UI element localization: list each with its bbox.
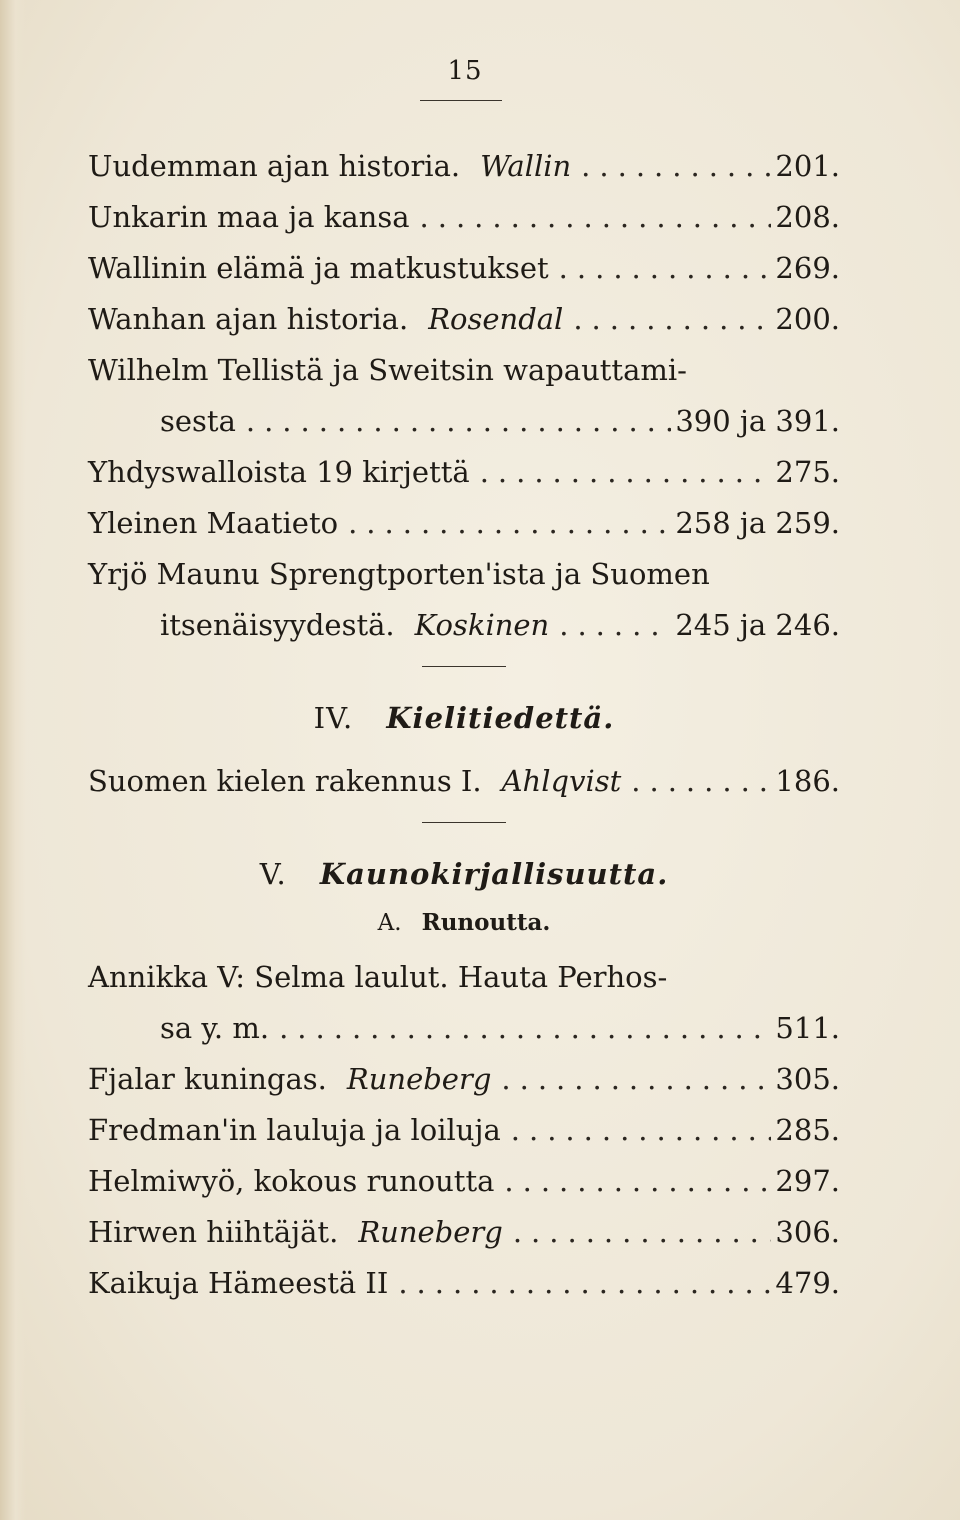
section-number: V. (259, 857, 287, 891)
entry-title: Suomen kielen rakennus I. (88, 764, 482, 798)
index-entries (88, 132, 840, 1300)
dot-leader (416, 200, 772, 234)
dot-leader (500, 1164, 771, 1198)
dot-leader (476, 455, 772, 489)
page-number-rule (420, 100, 502, 101)
entry-row (88, 132, 840, 183)
entry-title: Unkarin maa ja kansa (88, 200, 410, 234)
entry-row (88, 1096, 840, 1147)
entry-title: Helmiwyö, kokous runoutta (88, 1164, 495, 1198)
dot-leader (577, 149, 771, 183)
entry-author: Rosendal (428, 302, 564, 336)
entry-pages: 479. (775, 1266, 840, 1300)
entry-pages: 186. (775, 764, 840, 798)
dot-leader (555, 608, 671, 642)
entry-row (88, 285, 840, 336)
section-number: IV. (313, 701, 354, 735)
entry-pages: 269. (775, 251, 840, 285)
entry-title: Annikka V: Selma laulut. Hauta Perhos- (88, 960, 668, 994)
entry-title: Kaikuja Hämeestä II (88, 1266, 389, 1300)
entry-pages: 297. (775, 1164, 840, 1198)
entry-pages: 201. (775, 149, 840, 183)
page-edge (0, 0, 26, 1520)
entry-author: Runeberg (346, 1062, 492, 1096)
entry-row-continued (88, 994, 840, 1045)
entry-title: Yhdyswalloista 19 kirjettä (88, 455, 470, 489)
entry-title: sesta (160, 404, 236, 438)
subsection-title: Runoutta. (421, 909, 551, 936)
entry-title: sa y. m. (160, 1011, 270, 1045)
entry-pages: 258 ja 259. (675, 506, 840, 540)
entry-row (88, 1045, 840, 1096)
entry-pages: 275. (775, 455, 840, 489)
dot-leader (627, 764, 771, 798)
section-divider (422, 822, 506, 823)
entry-title: Wallinin elämä ja matkustukset (88, 251, 549, 285)
dot-leader (509, 1215, 772, 1249)
entry-pages: 285. (775, 1113, 840, 1147)
entry-title: Hirwen hiihtäjät. (88, 1215, 339, 1249)
entry-row (88, 234, 840, 285)
entry-pages: 200. (775, 302, 840, 336)
entry-title: Wilhelm Tellistä ja Sweitsin wapauttami- (88, 353, 687, 387)
entry-author: Koskinen (414, 608, 550, 642)
entry-row-continued (88, 387, 840, 438)
dot-leader (497, 1062, 771, 1096)
entry-row (88, 336, 840, 387)
entry-row (88, 183, 840, 234)
entry-author: Wallin (480, 149, 572, 183)
section-title: Kielitiedettä. (386, 701, 615, 735)
entry-pages: 511. (775, 1011, 840, 1045)
entry-author: Ahlqvist (501, 764, 622, 798)
entry-title: Wanhan ajan historia. (88, 302, 409, 336)
page-number: 15 (447, 56, 483, 86)
dot-leader (275, 1011, 771, 1045)
entry-row (88, 1198, 840, 1249)
entry-row (88, 1249, 840, 1300)
dot-leader (242, 404, 671, 438)
dot-leader (555, 251, 772, 285)
section-divider (422, 666, 506, 667)
entry-row (88, 1147, 840, 1198)
entry-pages: 245 ja 246. (675, 608, 840, 642)
dot-leader (569, 302, 771, 336)
entry-title: Uudemman ajan historia. (88, 149, 461, 183)
dot-leader (507, 1113, 772, 1147)
entry-pages: 305. (775, 1062, 840, 1096)
entry-row (88, 747, 840, 798)
entry-title: Fjalar kuningas. (88, 1062, 327, 1096)
entry-row (88, 438, 840, 489)
entry-pages: 390 ja 391. (675, 404, 840, 438)
dot-leader (394, 1266, 771, 1300)
entry-title: Fredman'in lauluja ja loiluja (88, 1113, 501, 1147)
entry-row (88, 540, 840, 591)
subsection-letter: A. (377, 910, 402, 936)
entry-title: itsenäisyydestä. (160, 608, 395, 642)
entry-row-continued (88, 591, 840, 642)
entry-row (88, 943, 840, 994)
section-heading (88, 689, 840, 747)
entry-title: Yrjö Maunu Sprengtporten'ista ja Suomen (88, 557, 710, 591)
section-heading (88, 845, 840, 903)
dot-leader (344, 506, 671, 540)
section-title: Kaunokirjallisuutta. (319, 857, 669, 891)
entry-pages: 306. (775, 1215, 840, 1249)
subsection-heading (88, 903, 840, 943)
entry-row (88, 489, 840, 540)
entry-title: Yleinen Maatieto (88, 506, 339, 540)
entry-pages: 208. (775, 200, 840, 234)
entry-author: Runeberg (358, 1215, 503, 1249)
